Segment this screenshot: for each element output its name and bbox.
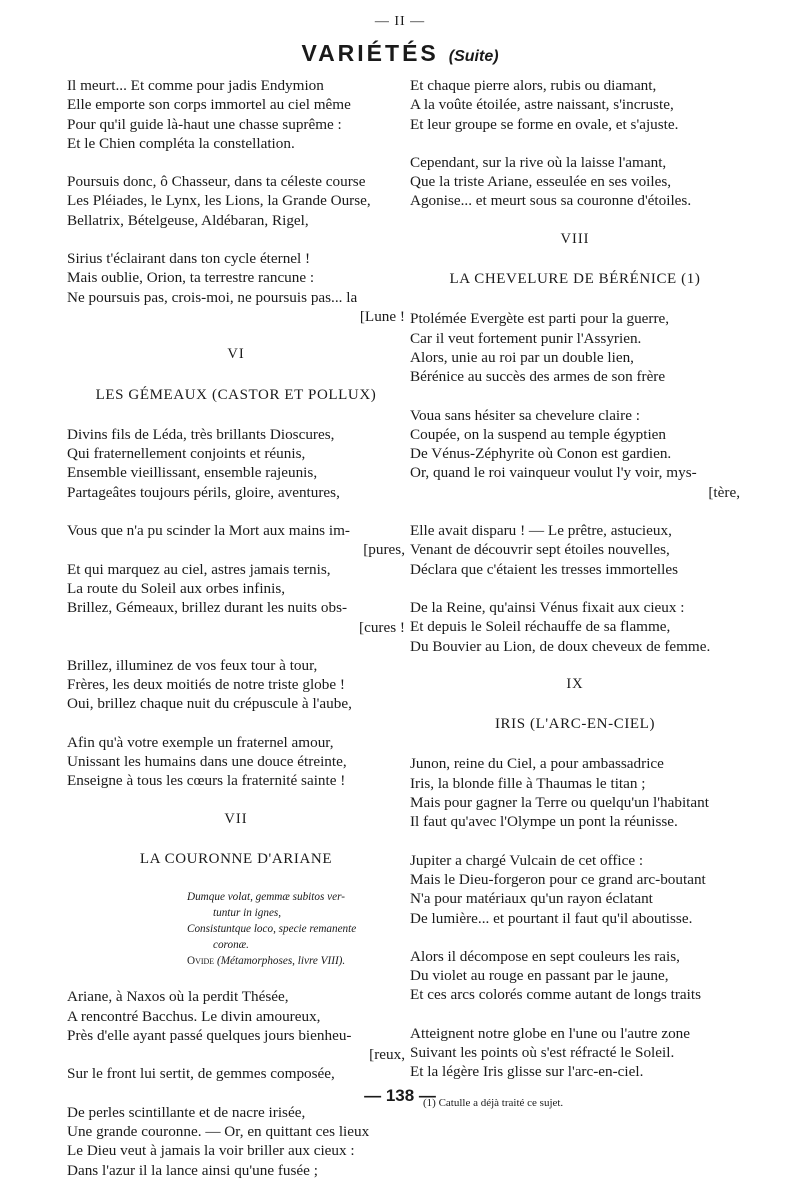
- verse-line: Unissant les humains dans une douce étreinte,: [67, 753, 347, 771]
- verse-line: Qui fraternellement conjoints et réunis,: [67, 445, 306, 463]
- verse-line: Brillez, Gémeaux, brillez durant les nuits obs-: [67, 599, 348, 617]
- epigraph-source: [187, 953, 405, 969]
- verse-line: Vous que n'a pu scinder la Mort aux mains im-: [67, 522, 350, 540]
- verse-line: Alors il décompose en sept couleurs les rais,: [410, 947, 680, 965]
- verse-line: Coupée, on la suspend au temple égyptien: [410, 425, 667, 443]
- verse-line: Divins fils de Léda, très brillants Dioscures,: [67, 425, 335, 443]
- section-heading: LES GÉMEAUX (CASTOR ET POLLUX): [95, 386, 377, 403]
- verse-line: Et la légère Iris glisse sur l'arc-en-ciel.: [410, 1063, 644, 1081]
- stanza: [410, 1024, 740, 1082]
- verse-line: Iris, la blonde fille à Thaumas le titan ;: [410, 774, 646, 792]
- section-heading: LA CHEVELURE DE BÉRÉNICE (1): [449, 271, 701, 288]
- verse-line: Et depuis le Soleil réchauffe de sa flamme,: [410, 618, 671, 636]
- verse-continuation: [cures !: [359, 618, 405, 636]
- section-heading: LA COURONNE D'ARIANE: [139, 850, 333, 867]
- verse-line: Enseigne à tous les cœurs la fraternité sainte !: [67, 772, 346, 790]
- verse-line: Du Bouvier au Lion, de doux cheveux de femme.: [410, 637, 711, 655]
- section-number: VII: [224, 810, 248, 827]
- verse-line: Et leur groupe se forme en ovale, et s'ajuste.: [410, 115, 679, 133]
- verse-line: Sirius t'éclairant dans ton cycle éternel !: [67, 250, 311, 268]
- verse-continuation: [tère,: [708, 483, 740, 501]
- verse-line: N'a pour matériaux qu'un rayon éclatant: [410, 890, 653, 908]
- verse-line: Oui, brillez chaque nuit du crépuscule à l'aube,: [67, 695, 352, 713]
- verse-continuation: [reux,: [369, 1046, 405, 1064]
- stanza: [410, 309, 740, 386]
- stanza: [410, 76, 740, 134]
- verse-line: Atteignent notre globe en l'une ou l'autre zone: [410, 1024, 691, 1042]
- stanza: [67, 987, 405, 1083]
- verse-line: Une grande couronne. — Or, en quittant ces lieux: [67, 1122, 370, 1140]
- stanza: [410, 153, 740, 211]
- verse-line: Le Dieu veut à jamais la voir briller aux cieux :: [67, 1142, 355, 1160]
- verse-continuation: [pures,: [363, 541, 405, 559]
- left-column: [67, 76, 405, 1199]
- epigraph-line: tuntur in ignes,: [213, 907, 282, 920]
- verse-line: Bellatrix, Bételgeuse, Aldébaran, Rigel,: [67, 211, 309, 229]
- verse-line: A rencontré Bacchus. Le divin amoureux,: [67, 1007, 321, 1025]
- verse-line: Il meurt... Et comme pour jadis Endymion: [67, 77, 324, 94]
- verse-line: Et qui marquez au ciel, astres jamais ternis,: [67, 560, 331, 578]
- verse-line: Alors, unie au roi par un double lien,: [410, 348, 634, 366]
- section-number: IX: [566, 675, 584, 692]
- verse-line: Mais pour gagner la Terre ou quelqu'un l'habitant: [410, 794, 709, 812]
- epigraph-author: Ovide: [187, 955, 215, 968]
- verse-line: Que la triste Ariane, esseulée en ses voiles,: [410, 173, 672, 191]
- stanza: [410, 406, 740, 502]
- verse-line: Brillez, illuminez de vos feux tour à tour,: [67, 656, 318, 674]
- verse-line: Et chaque pierre alors, rubis ou diamant,: [410, 77, 657, 94]
- stanza: [67, 425, 405, 502]
- title-sub: (Suite): [448, 48, 499, 65]
- verse-line: Et ces arcs colorés comme autant de longs traits: [410, 986, 701, 1004]
- stanza: [67, 733, 405, 791]
- stanza: [67, 249, 405, 326]
- stanza: [67, 76, 405, 153]
- section-heading: IRIS (L'ARC-EN-CIEL): [494, 716, 656, 733]
- verse-line: Et le Chien compléta la constellation.: [67, 134, 295, 152]
- verse-line: Ptolémée Evergète est parti pour la guerre,: [410, 310, 670, 328]
- verse-line: Ariane, à Naxos où la perdit Thésée,: [67, 988, 289, 1006]
- stanza: [67, 1103, 405, 1180]
- verse-line: Mais oublie, Orion, ta terrestre rancune :: [67, 269, 315, 287]
- epigraph-line: Dumque volat, gemmæ subitos ver-: [187, 891, 345, 904]
- verse-line: Venant de découvrir sept étoiles nouvelles,: [410, 541, 670, 559]
- verse-continuation: [Lune !: [359, 307, 405, 325]
- verse-line: Il faut qu'avec l'Olympe un pont la réunisse.: [410, 813, 678, 831]
- section-marker: — II —: [374, 14, 426, 29]
- verse-line: Bérénice au succès des armes de son frère: [410, 368, 666, 386]
- page-number: — 138 —: [364, 1086, 436, 1105]
- stanza: [67, 521, 405, 637]
- verse-line: Près d'elle ayant passé quelques jours bienheu-: [67, 1026, 352, 1044]
- verse-line: De perles scintillante et de nacre irisée,: [67, 1103, 306, 1121]
- verse-line: Junon, reine du Ciel, a pour ambassadrice: [410, 755, 664, 773]
- verse-line: La route du Soleil aux orbes infinis,: [67, 579, 286, 597]
- verse-line: De lumière... et pourtant il faut qu'il aboutisse.: [410, 909, 693, 927]
- verse-line: Car il veut fortement punir l'Assyrien.: [410, 329, 642, 347]
- verse-line: Sur le front lui sertit, de gemmes composée,: [67, 1065, 335, 1083]
- verse-line: Dans l'azur il la lance ainsi qu'une fusée ;: [67, 1161, 318, 1179]
- verse-line: Déclara que c'étaient les tresses immortelles: [410, 560, 678, 578]
- verse-line: Afin qu'à votre exemple un fraternel amour,: [67, 733, 334, 751]
- verse-line: Pour qu'il guide là-haut une chasse suprême :: [67, 115, 342, 133]
- verse-line: Elle emporte son corps immortel au ciel même: [67, 96, 351, 114]
- verse-line: Du violet au rouge en passant par le jaune,: [410, 967, 669, 985]
- epigraph-line: Consistuntque loco, specie remanente: [187, 923, 357, 936]
- verse-line: Mais le Dieu-forgeron pour ce grand arc-boutant: [410, 870, 706, 888]
- stanza: [410, 947, 740, 1005]
- section-number: VIII: [560, 230, 590, 247]
- stanza: [410, 754, 740, 831]
- epigraph: [187, 889, 405, 969]
- stanza: [67, 172, 405, 230]
- page-title: [0, 40, 800, 67]
- footnote: (1) Catulle a déjà traité ce sujet.: [423, 1096, 564, 1109]
- stanza: [67, 656, 405, 714]
- verse-line: De la Reine, qu'ainsi Vénus fixait aux cieux :: [410, 598, 685, 616]
- verse-line: Les Pléiades, le Lynx, les Lions, la Grande Ourse,: [67, 192, 371, 210]
- verse-line: Or, quand le roi vainqueur voulut l'y voir, mys-: [410, 464, 697, 482]
- epigraph-line: coronæ.: [213, 939, 249, 952]
- verse-line: Cependant, sur la rive où la laisse l'amant,: [410, 153, 667, 171]
- verse-line: Agonise... et meurt sous sa couronne d'étoiles.: [410, 192, 692, 210]
- verse-line: Elle avait disparu ! — Le prêtre, astucieux,: [410, 522, 672, 540]
- verse-line: Jupiter a chargé Vulcain de cet office :: [410, 851, 644, 869]
- verse-line: Partageâtes toujours périls, gloire, aventures,: [67, 483, 340, 501]
- stanza: [410, 598, 740, 656]
- stanza: [410, 521, 740, 579]
- verse-line: A la voûte étoilée, astre naissant, s'incruste,: [410, 96, 674, 114]
- right-column: [410, 76, 740, 1113]
- verse-line: Suivant les points où s'est réfracté le Soleil.: [410, 1043, 675, 1061]
- verse-line: De Vénus-Zéphyrite où Conon est gardien.: [410, 445, 672, 463]
- verse-line: Voua sans hésiter sa chevelure claire :: [410, 406, 640, 424]
- verse-line: Ensemble vieillissant, ensemble rajeunis,: [67, 464, 318, 482]
- epigraph-work: (Métamorphoses, livre VIII).: [216, 955, 346, 968]
- stanza: [410, 851, 740, 928]
- verse-line: Poursuis donc, ô Chasseur, dans ta céleste course: [67, 173, 366, 191]
- section-number: VI: [227, 346, 245, 363]
- verse-line: Ne poursuis pas, crois-moi, ne poursuis pas... la: [67, 288, 358, 306]
- verse-line: Frères, les deux moitiés de notre triste globe !: [67, 676, 345, 694]
- title-main: VARIÉTÉS: [301, 40, 439, 66]
